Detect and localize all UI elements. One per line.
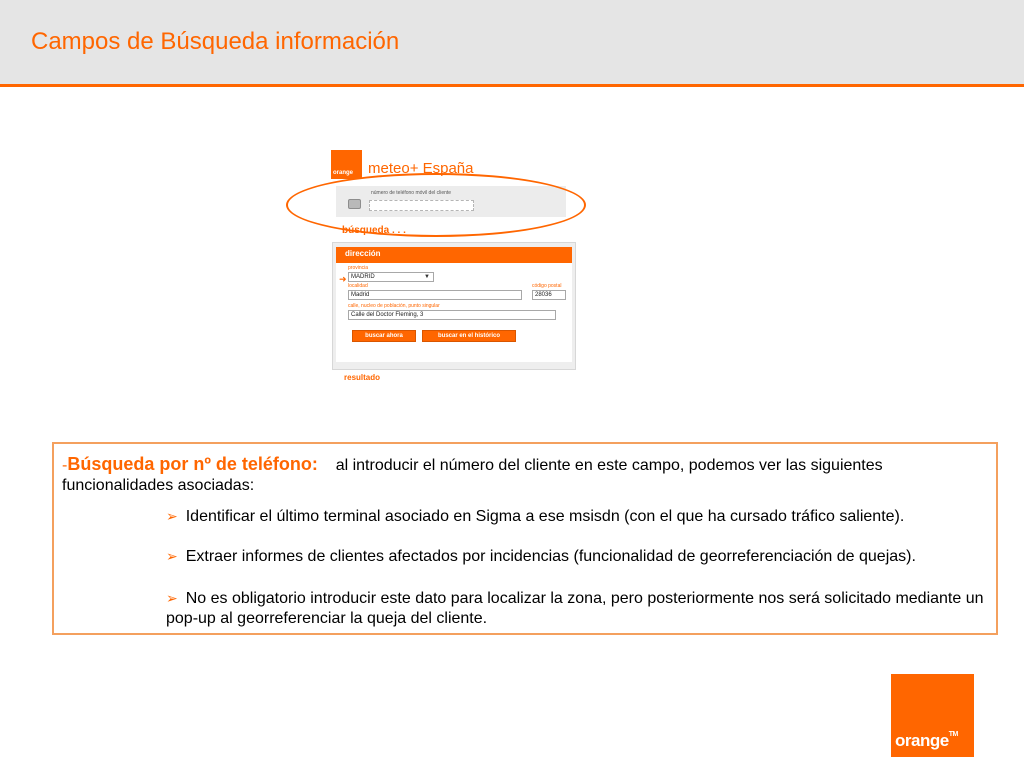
buscar-historico-button[interactable]: buscar en el histórico <box>422 330 516 342</box>
bullet-item <box>166 546 986 567</box>
orange-logo-text <box>895 731 958 751</box>
arrow-bullet-icon: ➢ <box>166 590 178 606</box>
highlight-ellipse <box>286 173 586 237</box>
intro-heading: Búsqueda por nº de teléfono: <box>67 454 318 474</box>
provincia-label: provincia <box>348 265 369 271</box>
calle-input[interactable]: Calle del Doctor Fleming, 3 <box>348 310 556 320</box>
trademark-mark: TM <box>948 731 958 738</box>
direccion-form <box>336 247 572 362</box>
direccion-bar <box>336 247 572 263</box>
bullet-item <box>166 506 986 527</box>
bullet-text: Identificar el último terminal asociado en Sigma a ese msisdn (con el que ha cursado tráfico saliente). <box>185 508 905 525</box>
provincia-value: MADRID <box>351 274 375 280</box>
explanation-box <box>52 442 998 635</box>
chevron-down-icon: ▼ <box>424 274 430 280</box>
buscar-ahora-button[interactable]: buscar ahora <box>352 330 416 342</box>
intro-dash: - <box>62 457 68 474</box>
localidad-input[interactable]: Madrid <box>348 290 522 300</box>
busqueda-heading: búsqueda . . . <box>342 225 406 236</box>
arrow-bullet-icon: ➢ <box>166 508 178 524</box>
bullet-text: No es obligatorio introducir este dato para localizar la zona, pero posteriormente nos será solicitado mediante un pop-up al georreferenciar la queja del cliente. <box>166 590 984 627</box>
resultado-heading: resultado <box>344 373 381 380</box>
logo-wordmark: orange <box>895 731 949 750</box>
orange-logo <box>891 674 974 757</box>
bullet-item <box>166 588 986 629</box>
header-divider <box>0 84 1024 87</box>
bullet-text: Extraer informes de clientes afectados por incidencias (funcionalidad de georreferenciación de quejas). <box>185 548 916 565</box>
intro-body: al introducir el número del cliente en este campo, podemos ver las siguientes funcionalidades asociadas: <box>62 457 883 494</box>
codigo-postal-label: código postal <box>532 283 562 289</box>
arrow-right-icon: ➜ <box>339 274 347 284</box>
direccion-panel <box>332 242 576 370</box>
direccion-label: dirección <box>345 249 381 258</box>
logo-small-text: orange <box>333 170 354 176</box>
provincia-select[interactable] <box>348 272 434 282</box>
codigo-postal-input[interactable]: 28036 <box>532 290 566 300</box>
phone-field-label: número de teléfono móvil del cliente <box>371 190 452 196</box>
app-title: meteo+ España <box>368 160 474 177</box>
orange-logo-small <box>331 150 362 179</box>
slide-title: Campos de Búsqueda información <box>31 28 400 55</box>
arrow-bullet-icon: ➢ <box>166 548 178 564</box>
intro-paragraph <box>62 454 982 496</box>
slide-header <box>0 0 1024 86</box>
localidad-label: localidad <box>348 283 368 289</box>
calle-label: calle, nucleo de población, punto singular <box>348 303 440 309</box>
